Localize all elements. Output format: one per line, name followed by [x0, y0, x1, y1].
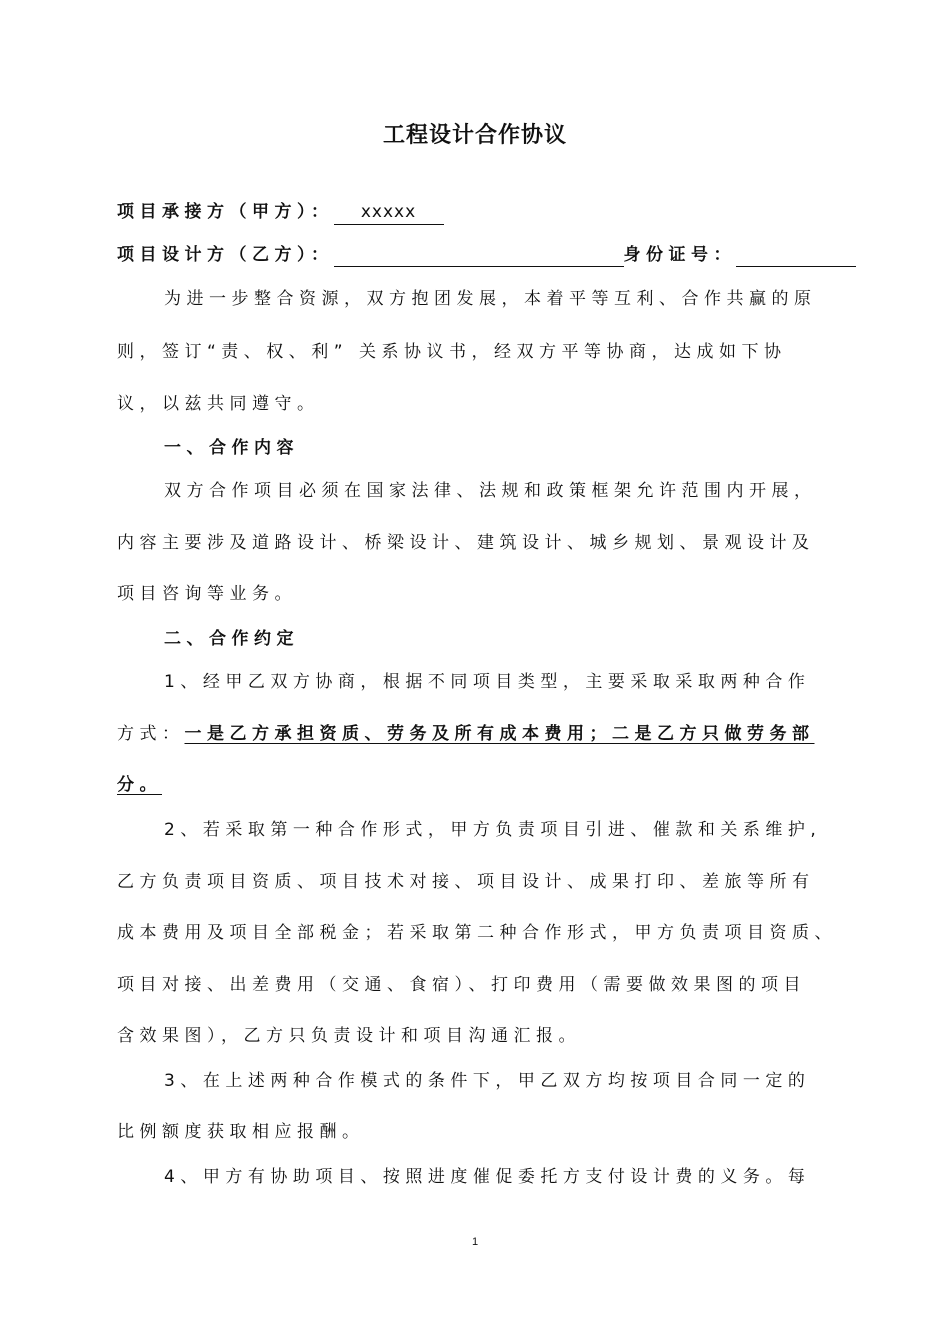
section2-p1-line-2	[117, 722, 815, 746]
party-a-label: 项目承接方（甲方）：	[117, 202, 334, 222]
section2-p1-emphasis: 一是乙方承担资质、劳务及所有成本费用；二是乙方只做劳务部	[184, 724, 815, 744]
section2-p1-emphasis-end: 分。	[117, 775, 162, 795]
party-a-line	[117, 200, 444, 225]
section1-line-3: 项目咨询等业务。	[117, 584, 297, 604]
id-label: 身份证号：	[623, 245, 736, 265]
intro-line-2: 则，签订“责、权、利” 关系协议书，经双方平等协商，达成如下协	[117, 342, 787, 362]
id-blank	[736, 246, 856, 267]
section2-p1-line-3	[117, 773, 162, 797]
party-b-line	[117, 243, 856, 267]
section2-p2-line-2: 乙方负责项目资质、项目技术对接、项目设计、成果打印、差旅等所有	[117, 872, 815, 892]
section2-p1-line-1: 1、经甲乙双方协商，根据不同项目类型，主要采取采取两种合作	[164, 672, 811, 692]
section2-p4-line-1: 4、甲方有协助项目、按照进度催促委托方支付设计费的义务。每	[164, 1167, 811, 1187]
section2-heading: 二、合作约定	[164, 629, 299, 649]
section2-p3-line-1: 3、在上述两种合作模式的条件下，甲乙双方均按项目合同一定的	[164, 1071, 811, 1091]
party-b-label: 项目设计方（乙方）：	[117, 245, 334, 265]
section2-p2-line-3: 成本费用及项目全部税金；若采取第二种合作形式，甲方负责项目资质、	[117, 923, 837, 943]
intro-line-1: 为进一步整合资源，双方抱团发展，本着平等互利、合作共赢的原	[164, 289, 817, 309]
page-number: 1	[471, 1236, 479, 1248]
section1-line-1: 双方合作项目必须在国家法律、法规和政策框架允许范围内开展，	[164, 481, 817, 501]
section1-heading: 一、合作内容	[164, 438, 299, 458]
section2-p2-line-4: 项目对接、出差费用（交通、食宿）、打印费用（需要做效果图的项目	[117, 975, 806, 995]
section2-p3-line-2: 比例额度获取相应报酬。	[117, 1122, 365, 1142]
section2-p2-line-5: 含效果图），乙方只负责设计和项目沟通汇报。	[117, 1026, 581, 1046]
party-b-blank	[334, 246, 624, 267]
section2-p1-prefix: 方式：	[117, 724, 185, 744]
party-a-value: xxxxx	[334, 200, 444, 225]
document-title: 工程设计合作协议	[382, 123, 567, 148]
intro-line-3: 议，以兹共同遵守。	[117, 394, 320, 414]
section2-p2-line-1: 2、若采取第一种合作形式，甲方负责项目引进、催款和关系维护,	[164, 820, 822, 840]
section1-line-2: 内容主要涉及道路设计、桥梁设计、建筑设计、城乡规划、景观设计及	[117, 533, 815, 553]
